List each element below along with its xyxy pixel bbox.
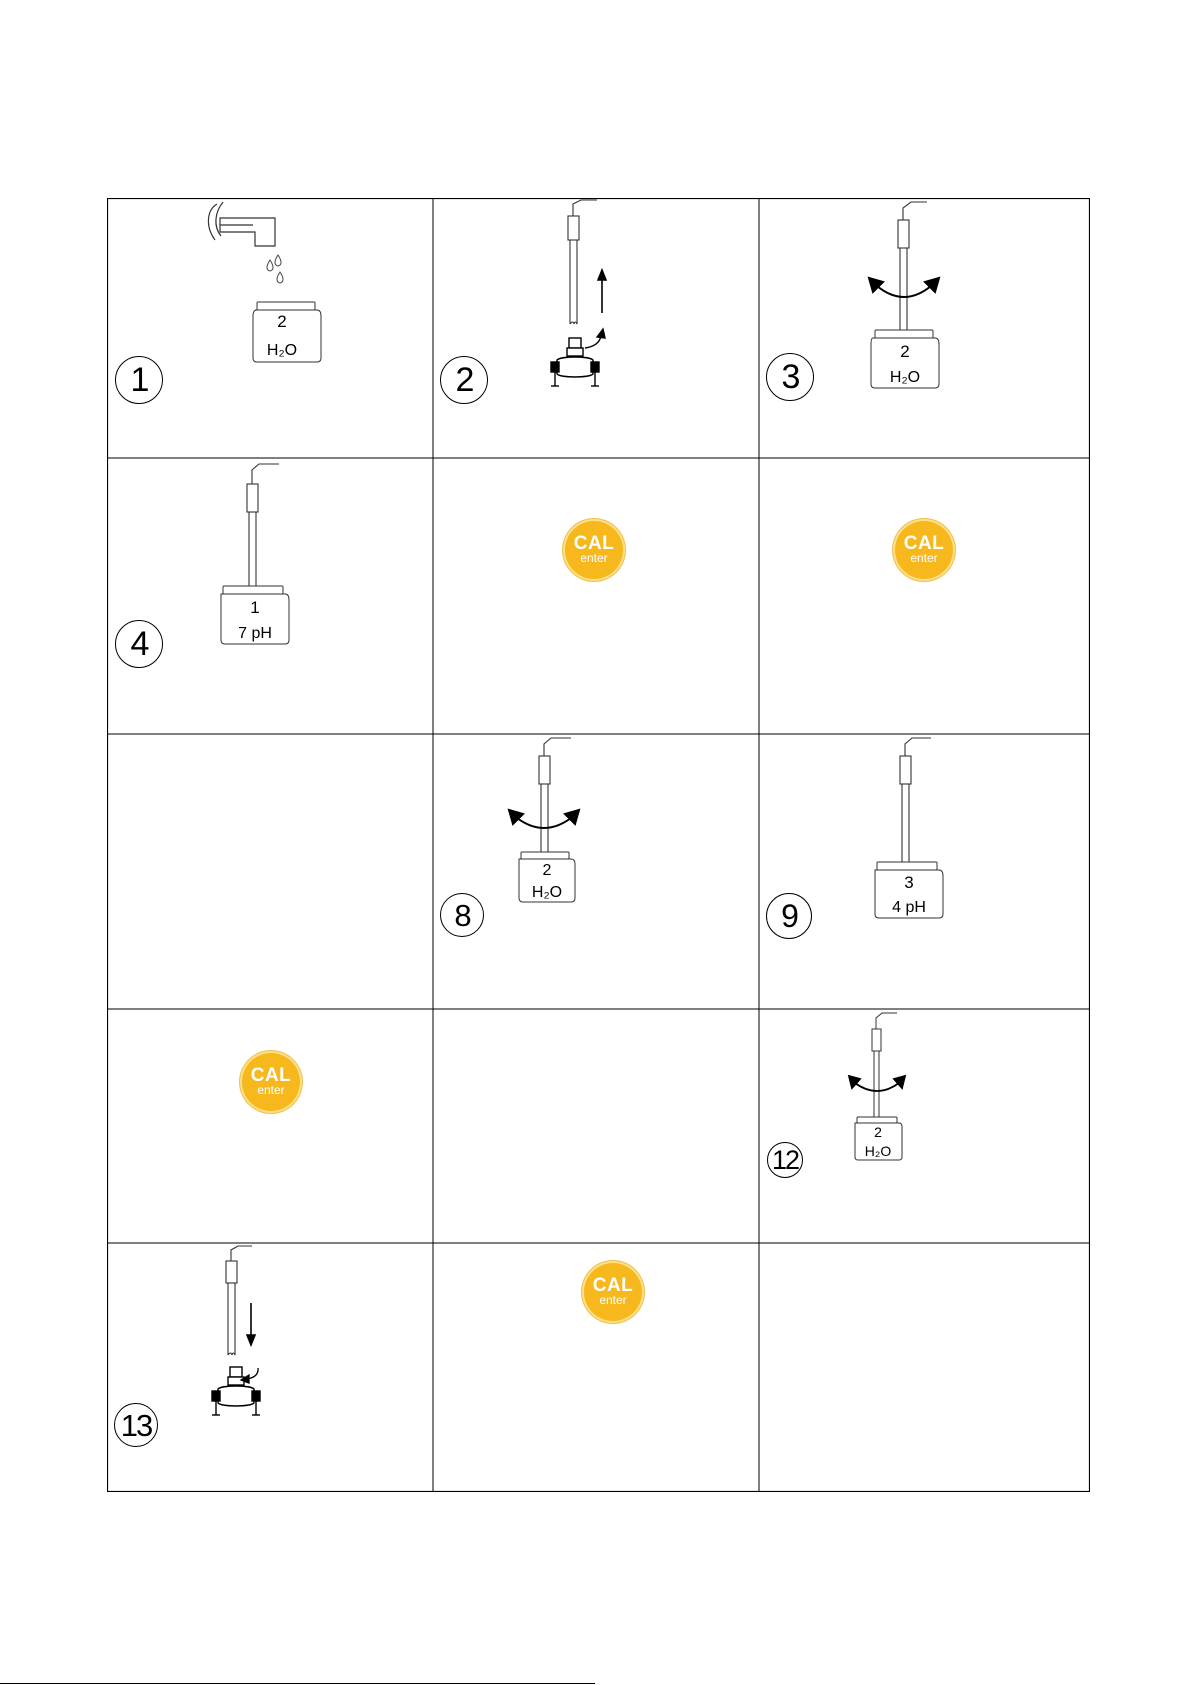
step-number-13: 13 bbox=[114, 1403, 158, 1447]
electrode-insertion-illustration bbox=[107, 1243, 433, 1492]
step-number-1: 1 bbox=[115, 356, 163, 404]
cell-step-8 bbox=[433, 734, 759, 1009]
electrode-icon bbox=[247, 464, 279, 588]
cell-step-9 bbox=[759, 734, 1090, 1009]
cal-button-title: CAL bbox=[573, 533, 615, 554]
step-number-8: 8 bbox=[440, 893, 484, 937]
cell-step-6 bbox=[759, 458, 1090, 734]
cell-step-11 bbox=[433, 1009, 759, 1243]
cal-button-title: CAL bbox=[903, 533, 945, 554]
electrode-rinse-illustration bbox=[759, 198, 1090, 458]
electrode-removal-illustration bbox=[433, 198, 759, 458]
cell-step-12 bbox=[759, 1009, 1090, 1243]
cal-button-title: CAL bbox=[592, 1275, 634, 1296]
bottle-number: 2 bbox=[542, 862, 552, 879]
cell-step-1 bbox=[107, 198, 433, 458]
cal-button-subtitle: enter bbox=[257, 1083, 285, 1097]
unscrew-arrow-icon bbox=[585, 329, 605, 348]
holder-clamp-icon bbox=[551, 338, 599, 386]
step-number-2: 2 bbox=[440, 356, 488, 404]
cal-button-subtitle: enter bbox=[580, 551, 608, 565]
bottle-number: 1 bbox=[250, 598, 260, 617]
cal-enter-button[interactable] bbox=[895, 521, 953, 579]
electrode-rinse-illustration bbox=[759, 1009, 1090, 1243]
electrode-icon bbox=[568, 200, 597, 324]
bottle-label: 4 pH bbox=[892, 899, 926, 916]
cal-button-subtitle: enter bbox=[910, 551, 938, 565]
electrode-icon bbox=[898, 202, 927, 338]
screw-arrow-icon bbox=[241, 1368, 258, 1383]
bottle-label: H₂O bbox=[864, 1143, 892, 1159]
bottle-label: H₂O bbox=[266, 342, 298, 359]
water-drops-icon bbox=[267, 255, 283, 283]
electrode-icon bbox=[539, 738, 571, 860]
holder-clamp-icon bbox=[212, 1367, 260, 1415]
cell-step-14 bbox=[433, 1243, 759, 1492]
cal-enter-button[interactable] bbox=[242, 1053, 300, 1111]
bottle-label: 7 pH bbox=[238, 625, 272, 642]
tap-icon bbox=[208, 202, 275, 246]
step-number-3: 3 bbox=[766, 353, 814, 401]
cell-step-2 bbox=[433, 198, 759, 458]
swirl-arrows-icon bbox=[869, 278, 939, 297]
footnote-rule bbox=[0, 1683, 595, 1684]
electrode-icon bbox=[900, 738, 931, 864]
swirl-arrows-icon bbox=[509, 810, 579, 828]
cal-button-subtitle: enter bbox=[599, 1293, 627, 1307]
cell-step-3 bbox=[759, 198, 1090, 458]
cell-step-5 bbox=[433, 458, 759, 734]
bottle-number: 2 bbox=[874, 1124, 882, 1140]
cal-button-title: CAL bbox=[250, 1065, 292, 1086]
cell-step-7 bbox=[107, 734, 433, 1009]
step-number-9: 9 bbox=[766, 893, 812, 939]
electrode-buffer-illustration bbox=[759, 734, 1090, 1009]
electrode-icon bbox=[872, 1013, 897, 1123]
cell-step-10 bbox=[107, 1009, 433, 1243]
bottle-label: H₂O bbox=[889, 369, 921, 386]
electrode-buffer-illustration bbox=[107, 458, 433, 734]
swirl-arrows-icon bbox=[849, 1076, 905, 1091]
bottle-number: 2 bbox=[900, 342, 910, 361]
cell-step-13 bbox=[107, 1243, 433, 1492]
cal-enter-button[interactable] bbox=[565, 521, 623, 579]
instruction-grid bbox=[107, 198, 1090, 1492]
cell-step-15 bbox=[759, 1243, 1090, 1492]
cal-enter-button[interactable] bbox=[584, 1263, 642, 1321]
bottle-label: H₂O bbox=[531, 884, 563, 901]
electrode-rinse-illustration bbox=[433, 734, 759, 1009]
down-arrow-icon bbox=[247, 1303, 255, 1345]
step-number-4: 4 bbox=[115, 620, 163, 668]
up-arrow-icon bbox=[598, 270, 606, 313]
step-number-12: 12 bbox=[767, 1142, 803, 1178]
bottle-number: 3 bbox=[904, 873, 914, 892]
cell-step-4 bbox=[107, 458, 433, 734]
bottle-number: 2 bbox=[277, 312, 287, 331]
tap-and-bottle-illustration bbox=[107, 198, 433, 458]
